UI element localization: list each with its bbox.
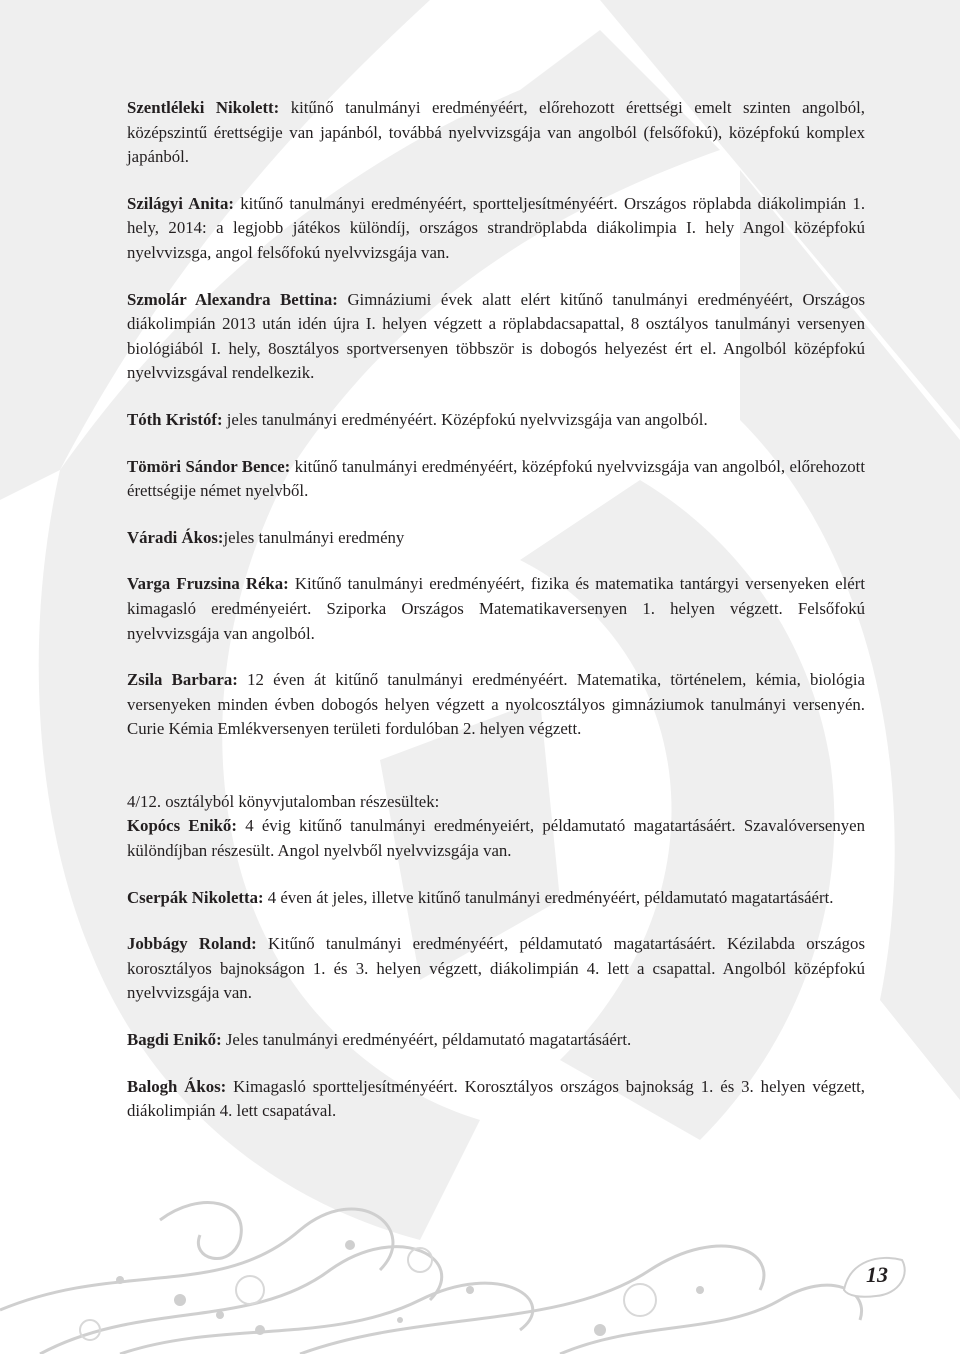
entry-zsila (127, 668, 865, 742)
entry-name: Bagdi Enikő: (127, 1030, 222, 1050)
entry-name: Tömöri Sándor Bence: (127, 456, 291, 476)
entry-name: Varga Fruzsina Réka: (127, 574, 289, 594)
entry-text: kitűnő tanulmányi eredményéért, előrehozott érettségi emelt szinten angolból, középszintű érettségije van japánból, továbbá nyelvvizsgája van angolból (felsőfokú), középfokú komplex japánból. (127, 98, 865, 167)
entry-name: Tóth Kristóf: (127, 409, 223, 429)
entry-text: Jeles tanulmányi eredményéért, példamutató magatartásáért. (221, 1030, 632, 1050)
entry-bagdi (127, 1028, 865, 1053)
entry-name: Balogh Ákos: (127, 1076, 227, 1096)
entry-text: kitűnő tanulmányi eredményéért, sportteljesítményéért. Országos röplabda diákolimpián 1. hely, 2014: a legjobb játékos különdíj, országos strandröplabda diákolimpia I. hely Angol középfokú nyelvvizsga, angol felsőfokú nyelvvizsgája van. (127, 193, 866, 262)
entry-text: Kitűnő tanulmányi eredményéért, fizika és matematika tantárgyi versenyeken elért kimagasló eredményeiért. Sziporka Országos Matematikaversenyen 1. helyen végzett. Felsőfokú nyelvvizsgája van angolból. (127, 574, 865, 643)
entry-varadi (127, 526, 865, 551)
entry-text: 4 éven át jeles, illetve kitűnő tanulmányi eredményéért, példamutató magatartásáért. (263, 887, 834, 907)
entry-text: jeles tanulmányi eredmény (223, 527, 405, 547)
entry-szilagyi (127, 192, 865, 266)
entry-text: 4 évig kitűnő tanulmányi eredményeiért, példamutató magatartásáért. Szavalóversenyen különdíjban részesült. Angol nyelvből nyelvvizsgája van. (127, 816, 866, 861)
entry-jobbagy (127, 932, 865, 1006)
entry-name: Szilágyi Anita: (127, 193, 234, 213)
page-number: 13 (866, 1262, 888, 1287)
entry-text: Gimnáziumi évek alatt elért kitűnő tanulmányi eredményéért, Országos diákolimpián 2013 után idén újra I. helyen végzett a röplabdacsapattal, 8 osztályos tanulmányi versenyen biológiából I. hely, 8osztályos sportversenyen többször is dobogós helyezést ért el. Angolból középfokú nyelvvizsgával rendelkezik. (127, 289, 865, 383)
entry-balogh (127, 1075, 865, 1124)
entry-name: Zsila Barbara: (127, 670, 238, 690)
entry-szmolar (127, 288, 865, 386)
entry-toth (127, 408, 865, 433)
entry-tomori (127, 455, 865, 504)
entry-szentleleki (127, 96, 865, 170)
section-heading: 4/12. osztályból könyvjutalomban részesültek: (127, 791, 440, 811)
entry-text: jeles tanulmányi eredményéért. Középfokú nyelvvizsgája van angolból. (222, 409, 708, 429)
entry-text: Kimagasló sportteljesítményéért. Korosztályos országos bajnokság 1. és 3. helyen végzett, diákolimpián 4. lett csapatával. (127, 1076, 865, 1121)
entry-kopocs (127, 814, 865, 863)
entry-text: 12 éven át kitűnő tanulmányi eredményéért. Matematika, történelem, kémia, biológia versenyeken minden évben dobogós helyen végzett a nyolcosztályos gimnáziumok tanulmányi versenyén. Curie Kémia Emlékversenyen területi fordulóban 2. helyen végzett. (127, 670, 865, 739)
entry-varga (127, 572, 865, 646)
entry-name: Jobbágy Roland: (127, 934, 257, 954)
document-body (127, 96, 865, 1124)
entry-name: Kopócs Enikő: (127, 816, 237, 836)
entry-name: Szmolár Alexandra Bettina: (127, 289, 338, 309)
entry-name: Szentléleki Nikolett: (127, 98, 280, 117)
entry-text: Kitűnő tanulmányi eredményéért, példamutató magatartásáért. Kézilabda országos korosztályos bajnokságon 1. és 3. helyen végzett, diákolimpián 4. lett a csapattal. Angolból középfokú nyelvvizsgája van. (127, 934, 865, 1003)
entry-text: kitűnő tanulmányi eredményéért, középfokú nyelvvizsgája van angolból, előrehozott érettségije német nyelvből. (127, 456, 865, 501)
entry-name: Cserpák Nikoletta: (127, 887, 264, 907)
entry-cserpak (127, 886, 865, 911)
entry-name: Váradi Ákos: (127, 527, 224, 547)
